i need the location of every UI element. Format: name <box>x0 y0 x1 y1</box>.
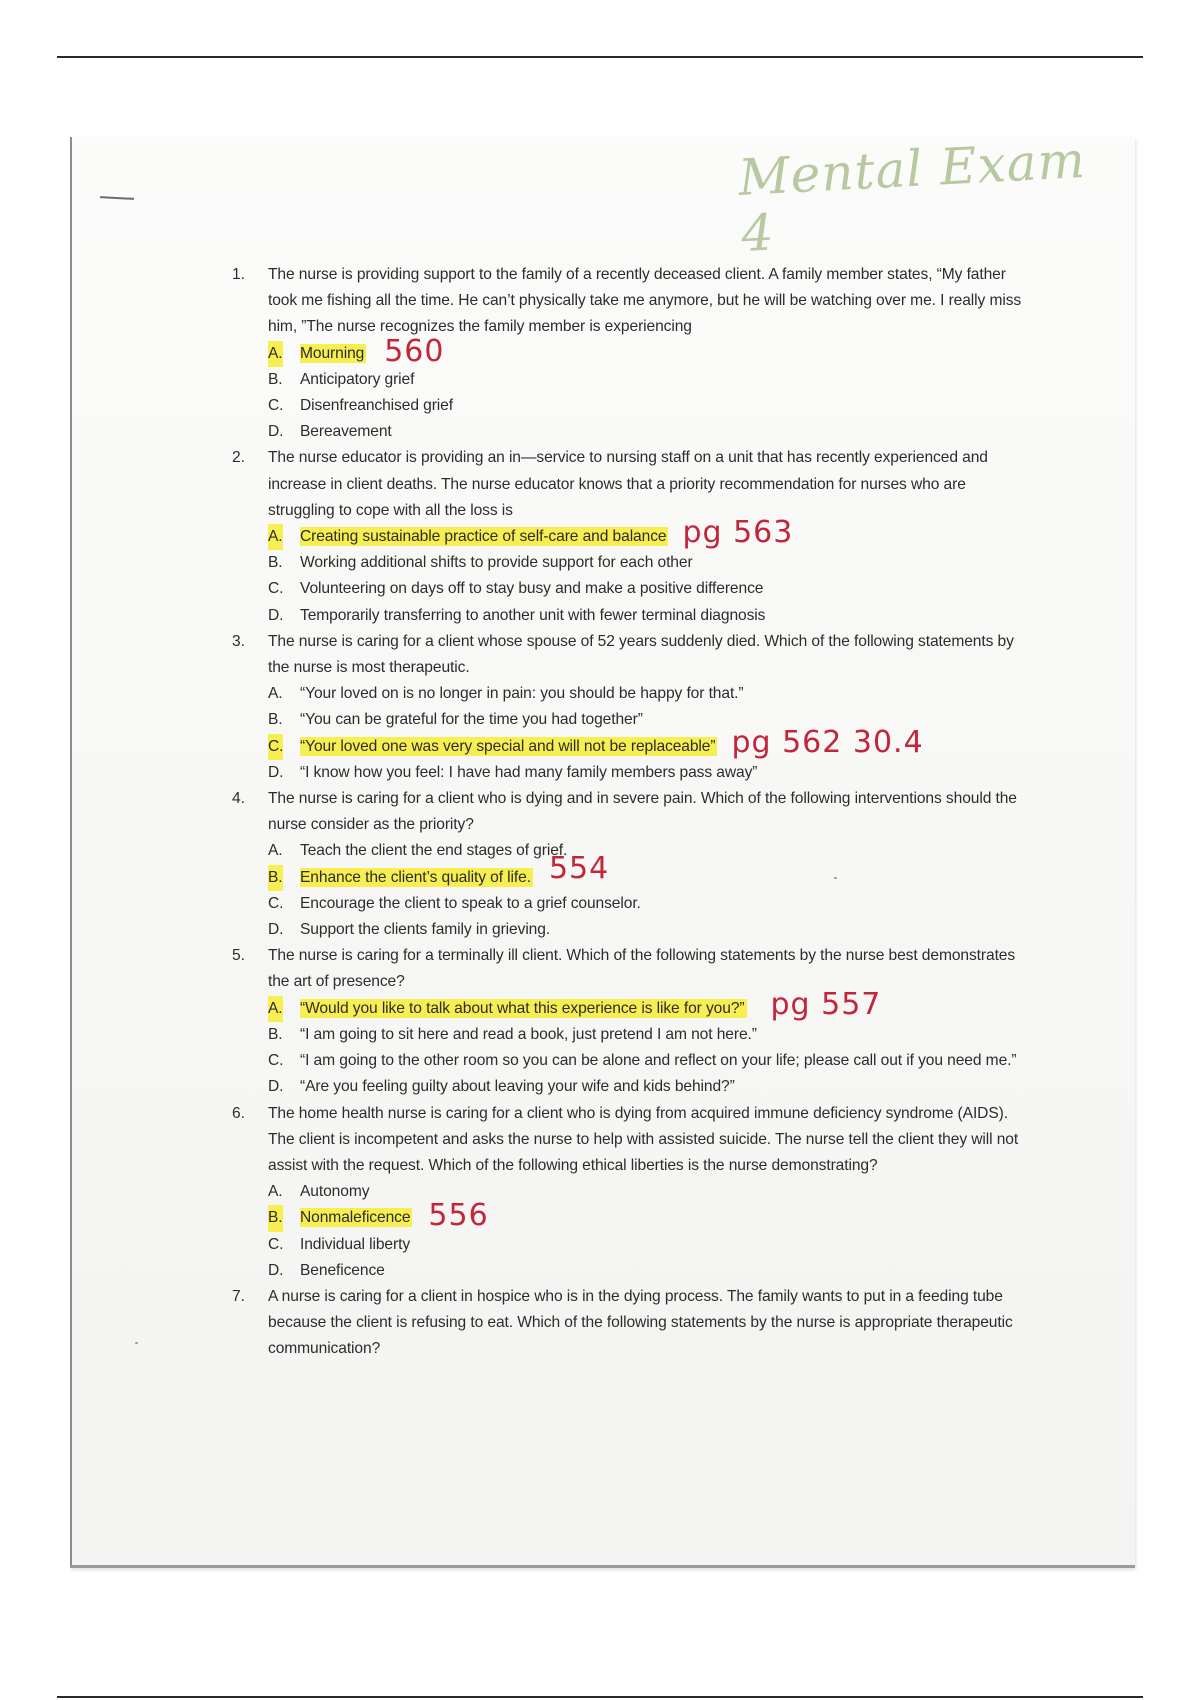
highlighted-answer: “Would you like to talk about what this experience is like for you?” <box>300 999 745 1017</box>
question-stem <box>232 629 1022 681</box>
question-number: 1. <box>232 266 245 283</box>
highlighted-answer: “Your loved one was very special and will not be replaceable” <box>300 737 716 755</box>
option-text: Beneficence <box>300 1261 385 1279</box>
question-number: 3. <box>232 632 245 650</box>
question-stem <box>232 262 1022 341</box>
question-text: A nurse is caring for a client in hospice who is in the dying process. The family wants to put in a feeding tube because the client is refusing to eat. Which of the following statements by the nurse is appropriate therapeutic communication? <box>268 1287 1013 1358</box>
option-text: Volunteering on days off to stay busy and make a positive difference <box>300 580 764 598</box>
option-letter: D. <box>268 763 284 781</box>
option-letter: D. <box>268 1261 284 1279</box>
answer-option <box>232 367 1022 393</box>
answer-option <box>232 891 1022 917</box>
question-list <box>232 262 1022 1363</box>
question-7 <box>232 1284 1022 1363</box>
option-letter: A. <box>268 685 283 703</box>
option-letter: C. <box>268 580 284 598</box>
question-text: The nurse is caring for a client who is dying and in severe pain. Which of the following interventions should the nurse consider as the priority? <box>268 790 1017 834</box>
option-letter: B. <box>268 1025 283 1043</box>
option-letter: B. <box>268 711 283 729</box>
question-6 <box>232 1101 1022 1284</box>
option-letter: A. <box>268 524 283 550</box>
answer-option <box>232 524 1022 550</box>
handwritten-title: Mental Exam 4 <box>737 130 1088 263</box>
answer-option <box>232 576 1022 602</box>
option-letter: D. <box>268 1078 284 1096</box>
answer-option <box>232 1258 1022 1284</box>
option-letter: C. <box>268 894 284 912</box>
question-text: The home health nurse is caring for a client who is dying from acquired immune deficiency syndrome (AIDS). The client is incompetent and asks the nurse to help with assisted suicide. The nurse tell the client they will not assist with the request. Which of the following ethical liberties is the nurse demonstrating? <box>268 1104 1019 1174</box>
handwritten-page-note: 560 <box>384 333 445 369</box>
option-text: “I am going to sit here and read a book, just pretend I am not here.” <box>300 1025 757 1043</box>
question-number: 2. <box>232 449 245 467</box>
option-text: “I am going to the other room so you can be alone and reflect on your life; please call out if you need me.” <box>300 1052 1017 1070</box>
top-rule <box>57 56 1143 58</box>
question-2 <box>232 445 1022 628</box>
answer-option <box>232 996 1022 1022</box>
answer-option <box>232 341 1022 367</box>
option-letter: B. <box>268 370 283 388</box>
option-letter: B. <box>268 554 283 572</box>
answer-option <box>232 393 1022 419</box>
option-letter: D. <box>268 606 284 624</box>
question-stem <box>232 1101 1022 1180</box>
option-text: Encourage the client to speak to a grief counselor. <box>300 894 641 912</box>
option-text: Individual liberty <box>300 1235 411 1253</box>
answer-option <box>232 838 1022 864</box>
handwritten-page-note: 554 <box>548 850 610 886</box>
answer-option <box>232 1232 1022 1258</box>
bottom-rule <box>57 1696 1143 1698</box>
answer-option <box>232 1048 1022 1074</box>
option-letter: A. <box>268 1183 283 1201</box>
answer-option <box>232 1074 1022 1100</box>
option-letter: B. <box>268 1205 283 1231</box>
option-text: Support the clients family in grieving. <box>300 921 551 939</box>
option-text: “I know how you feel: I have had many family members pass away” <box>300 763 758 781</box>
option-letter: A. <box>268 996 283 1022</box>
option-text: “You can be grateful for the time you had together” <box>300 711 643 729</box>
question-text: The nurse educator is providing an in—service to nursing staff on a unit that has recently experienced and increase in client deaths. The nurse educator knows that a priority recommendation for nurses who are struggling to cope with all the loss is <box>268 449 988 519</box>
question-text: The nurse is providing support to the family of a recently deceased client. A family member states, “My father took me fishing all the time. He can’t physically take me anymore, but he will be watching over me. I really miss him, ”The nurse recognizes the family member is experiencing <box>268 266 1022 336</box>
question-text: The nurse is caring for a client whose spouse of 52 years suddenly died. Which of the following statements by the nurse is most therapeutic. <box>268 632 1014 677</box>
question-stem <box>232 445 1022 524</box>
option-letter: A. <box>268 842 283 860</box>
option-text: Teach the client the end stages of grief. <box>300 842 568 860</box>
answer-option <box>232 419 1022 445</box>
option-text: Disenfreanchised grief <box>300 397 453 415</box>
question-number: 4. <box>232 790 245 808</box>
option-letter: D. <box>268 921 284 939</box>
highlighted-answer: Creating sustainable practice of self-care and balance <box>300 528 667 546</box>
option-letter: D. <box>268 423 284 441</box>
option-text: “Are you feeling guilty about leaving your wife and kids behind?” <box>300 1078 735 1096</box>
option-text: “Your loved on is no longer in pain: you should be happy for that.” <box>300 685 744 703</box>
margin-mark <box>100 196 134 200</box>
question-3 <box>232 629 1022 786</box>
question-text: The nurse is caring for a terminally ill client. Which of the following statements by the nurse best demonstrates the art of presence? <box>268 947 1016 991</box>
question-stem <box>232 1284 1022 1363</box>
handwritten-page-note: 556 <box>428 1198 489 1234</box>
scan-speck <box>135 1342 138 1344</box>
answer-option <box>232 760 1022 786</box>
handwritten-page-note: pg 557 <box>770 986 882 1022</box>
answer-option <box>232 865 1022 891</box>
answer-option <box>232 1205 1022 1231</box>
handwritten-page-note: pg 562 30.4 <box>731 724 924 760</box>
answer-option <box>232 917 1022 943</box>
answer-option <box>232 681 1022 707</box>
highlighted-answer: Mourning <box>300 344 365 362</box>
question-5 <box>232 943 1022 1100</box>
option-text: Autonomy <box>300 1183 370 1201</box>
question-stem <box>232 943 1022 995</box>
option-letter: C. <box>268 734 283 760</box>
question-number: 7. <box>232 1287 245 1305</box>
option-letter: C. <box>268 1235 284 1253</box>
option-text: Temporarily transferring to another unit with fewer terminal diagnosis <box>300 606 766 624</box>
option-letter: C. <box>268 1052 284 1070</box>
question-number: 6. <box>232 1104 245 1122</box>
answer-option <box>232 550 1022 576</box>
option-letter: C. <box>268 397 284 415</box>
option-letter: A. <box>268 341 283 367</box>
option-text: Working additional shifts to provide support for each other <box>300 554 693 572</box>
highlighted-answer: Nonmaleficence <box>300 1209 411 1227</box>
option-text: Anticipatory grief <box>300 370 415 388</box>
question-number: 5. <box>232 947 245 965</box>
option-letter: B. <box>268 865 283 891</box>
answer-option <box>232 1022 1022 1048</box>
handwritten-page-note: pg 563 <box>682 515 794 551</box>
question-stem <box>232 786 1022 838</box>
question-1 <box>232 262 1022 445</box>
highlighted-answer: Enhance the client’s quality of life. <box>300 868 531 886</box>
answer-option <box>232 603 1022 629</box>
question-4 <box>232 786 1022 943</box>
answer-option <box>232 1179 1022 1205</box>
option-text: Bereavement <box>300 423 392 441</box>
